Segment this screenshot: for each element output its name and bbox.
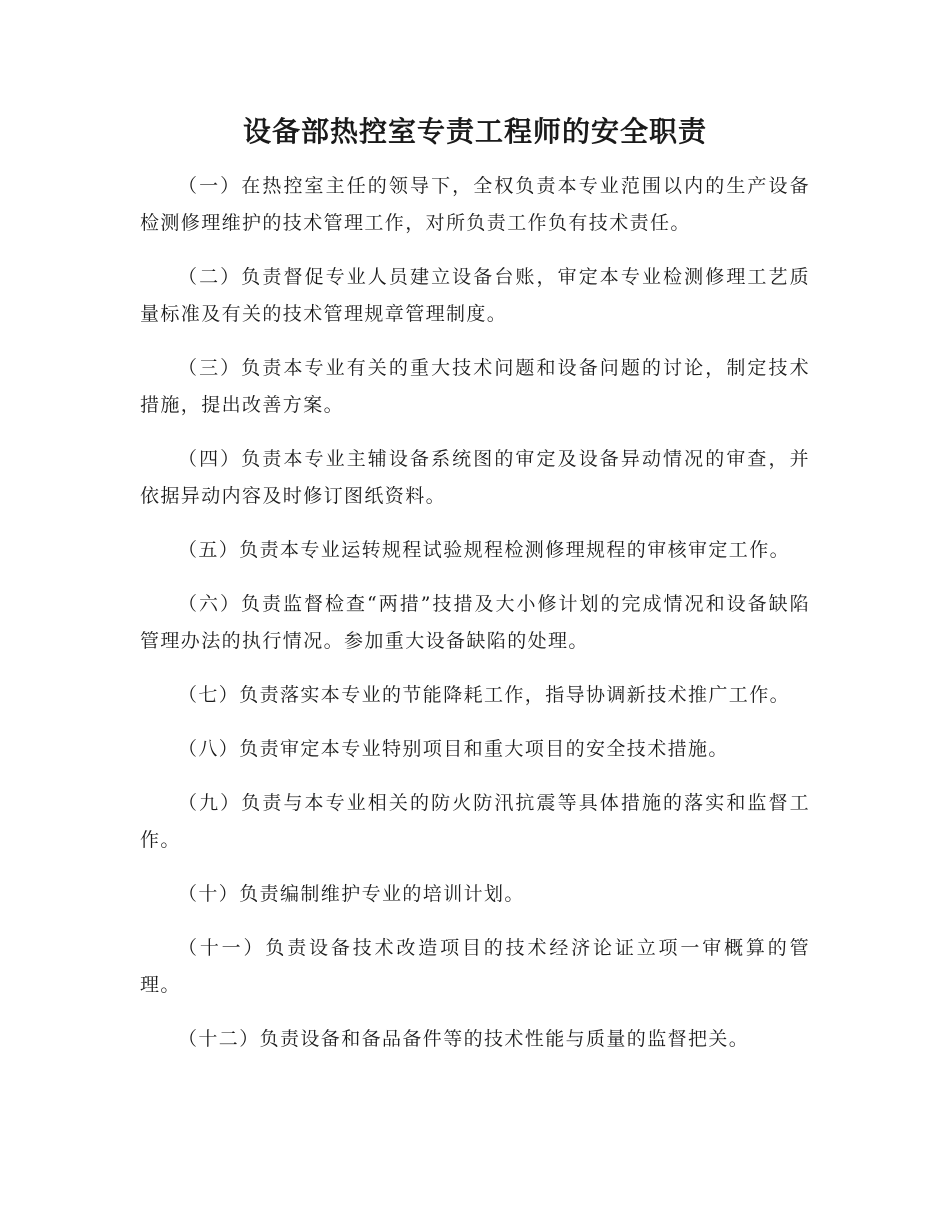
clause-6: （六）负责监督检查“两措”技措及大小修计划的完成情况和设备缺陷管理办法的执行情况。参加重大设备缺陷的处理。 — [140, 593, 810, 652]
clause-9: （九）负责与本专业相关的防火防汛抗震等具体措施的落实和监督工作。 — [140, 792, 810, 851]
clause-11: （十一）负责设备技术改造项目的技术经济论证立项一审概算的管理。 — [140, 937, 810, 996]
clause-12: （十二）负责设备和备品备件等的技术性能与质量的监督把关。 — [178, 1028, 750, 1050]
clause-list — [140, 168, 810, 1058]
document-title: 设备部热控室专责工程师的安全职责 — [242, 115, 707, 148]
clause-2: （二）负责督促专业人员建立设备台账，审定本专业检测修理工艺质量标准及有关的技术管理规章管理制度。 — [140, 266, 810, 325]
clause-7: （七）负责落实本专业的节能降耗工作，指导协调新技术推广工作。 — [178, 684, 791, 706]
clause-3: （三）负责本专业有关的重大技术问题和设备问题的讨论，制定技术措施，提出改善方案。 — [140, 357, 810, 416]
clause-1: （一）在热控室主任的领导下，全权负责本专业范围以内的生产设备检测修理维护的技术管理工作，对所负责工作负有技术责任。 — [140, 175, 810, 234]
clause-4: （四）负责本专业主辅设备系统图的审定及设备异动情况的审查，并依据异动内容及时修订图纸资料。 — [140, 448, 810, 507]
clause-5: （五）负责本专业运转规程试验规程检测修理规程的审核审定工作。 — [178, 539, 791, 561]
clause-8: （八）负责审定本专业特别项目和重大项目的安全技术措施。 — [178, 738, 729, 760]
clause-10: （十）负责编制维护专业的培训计划。 — [178, 883, 525, 905]
